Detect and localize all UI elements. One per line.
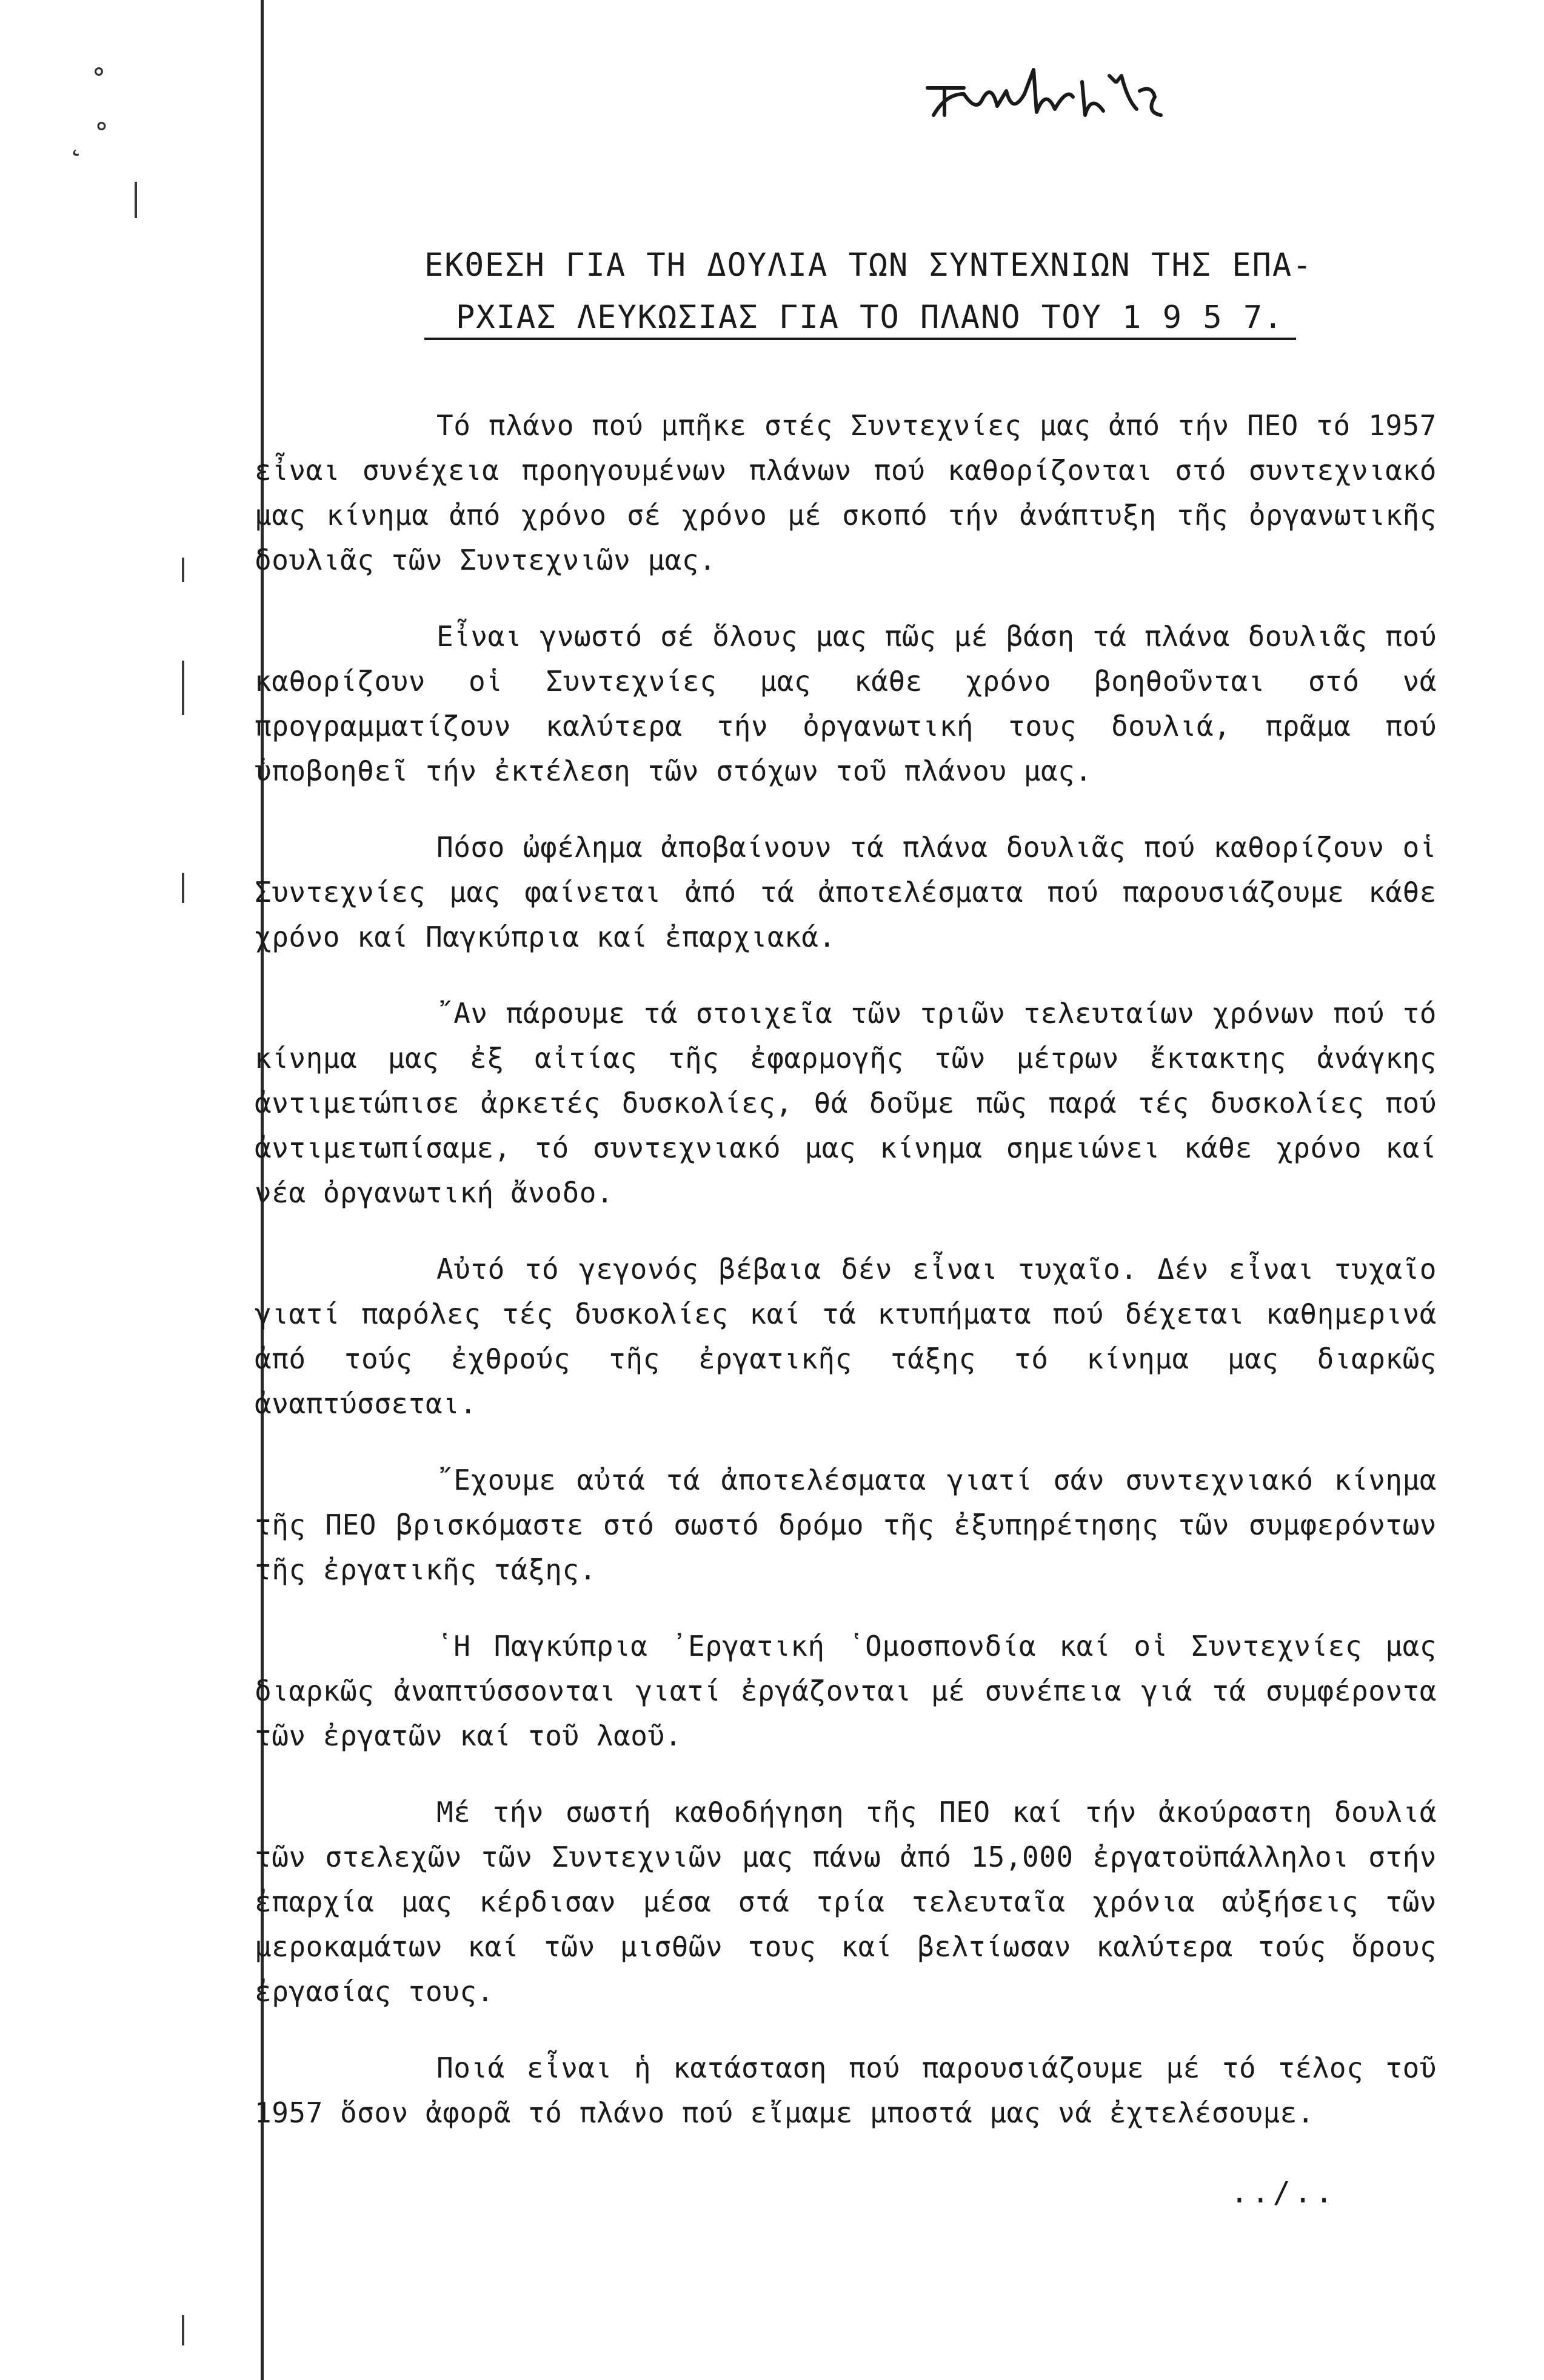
paragraph: ῾Η Παγκύπρια ᾿Εργατική ῾Ομοσπονδία καί οἱ Συντεχνίες μας διαρκῶς ἀναπτύσσονται γιατί ἐργάζονται μέ συνέπεια γιά τά συμφέροντα τῶν ἐργατῶν καί τοῦ λαοῦ. xyxy=(255,1630,1437,1752)
paragraph: Μέ τήν σωστή καθοδήγηση τῆς ΠΕΟ καί τήν ἀκούραστη δουλιά τῶν στελεχῶν τῶν Συντεχνιῶν μας πάνω ἀπό 15,000 ἐργατοϋπάλληλοι στήν ἐπαρχία μας κέρδισαν μέσα στά τρία τελευταῖα χρόνια αὐξήσεις τῶν μεροκαμάτων καί τῶν μισθῶν τους καί βελτίωσαν καλύτερα τούς ὅρους ἐργασίας τους. xyxy=(255,1796,1437,2008)
paragraph: Εἶναι γνωστό σέ ὅλους μας πῶς μέ βάση τά πλάνα δουλιᾶς πού καθορίζουν οἱ Συντεχνίες μας κάθε χρόνο βοηθοῦνται στό νά προγραμματίζουν καλύτερα τήν ὀργανωτική τους δουλιά, πρᾶμα πού ὑποβοηθεῖ τήν ἐκτέλεση τῶν στόχων τοῦ πλάνου μας. xyxy=(255,620,1437,787)
scan-smudge: ˚ xyxy=(91,67,107,103)
handwritten-note xyxy=(921,58,1176,124)
paragraph: Αὐτό τό γεγονός βέβαια δέν εἶναι τυχαῖο. Δέν εἶναι τυχαῖο γιατί παρόλες τές δυσκολίες καί τά κτυπήματα πού δέχεται καθημερινά ἀπό τούς ἐχθρούς τῆς ἐργατικῆς τάξης τό κίνημα μας διαρκῶς ἀναπτύσσεται. xyxy=(255,1253,1437,1420)
edge-mark xyxy=(135,182,137,218)
edge-mark xyxy=(182,2315,184,2345)
document-title xyxy=(424,239,1334,344)
paragraph: ῎Αν πάρουμε τά στοιχεῖα τῶν τριῶν τελευταίων χρόνων πού τό κίνημα μας ἐξ αἰτίας τῆς ἐφαρμογῆς τῶν μέτρων ἔκτακτης ἀνάγκης ἀντιμετώπισε ἀρκετές δυσκολίες, θά δοῦμε πῶς παρά τές δυσκολίες πού ἀντιμετωπίσαμε, τό συντεχνιακό μας κίνημα σημειώνει κάθε χρόνο καί νέα ὀργανωτική ἄνοδο. xyxy=(255,997,1437,1209)
paragraph: ῎Εχουμε αὐτά τά ἀποτελέσματα γιατί σάν συντεχνιακό κίνημα τῆς ΠΕΟ βρισκόμαστε στό σωστό δρόμο τῆς ἐξυπηρέτησης τῶν συμφερόντων τῆς ἐργατικῆς τάξης. xyxy=(255,1464,1437,1586)
paragraph: Ποιά εἶναι ἡ κατάσταση πού παρουσιάζουμε μέ τό τέλος τοῦ 1957 ὅσον ἀφορᾶ τό πλάνο πού εἴμαμε μποστά μας νά ἐχτελέσουμε. xyxy=(255,2052,1437,2129)
scan-smudge: ˛ ˚ xyxy=(68,121,110,158)
title-line-2: ΡΧΙΑΣ ΛΕΥΚΩΣΙΑΣ ΓΙΑ ΤΟ ΠΛΑΝΟ ΤΟΥ 1 9 5 7. xyxy=(424,298,1296,340)
paragraph: Πόσο ὠφέλημα ἀποβαίνουν τά πλάνα δουλιᾶς πού καθορίζουν οἱ Συντεχνίες μας φαίνεται ἀπό τά ἀποτελέσματα πού παρουσιάζουμε κάθε χρόνο καί Παγκύπρια καί ἐπαρχιακά. xyxy=(255,831,1437,953)
document-body xyxy=(255,403,1437,2167)
continuation-mark: ../.. xyxy=(1231,2176,1337,2210)
title-line-1: ΕΚΘΕΣΗ ΓΙΑ ΤΗ ΔΟΥΛΙΑ ΤΩΝ ΣΥΝΤΕΧΝΙΩΝ ΤΗΣ ΕΠΑ- xyxy=(424,247,1313,284)
edge-mark xyxy=(182,558,184,582)
edge-mark xyxy=(182,661,184,715)
paragraph: Τό πλάνο πού μπῆκε στές Συντεχνίες μας ἀπό τήν ΠΕΟ τό 1957 εἶναι συνέχεια προηγουμένων πλάνων πού καθορίζονται στό συντεχνιακό μας κίνημα ἀπό χρόνο σέ χρόνο μέ σκοπό τήν ἀνάπτυξη τῆς ὀργανωτικῆς δουλιᾶς τῶν Συντεχνιῶν μας. xyxy=(255,409,1437,576)
edge-mark xyxy=(182,873,184,903)
